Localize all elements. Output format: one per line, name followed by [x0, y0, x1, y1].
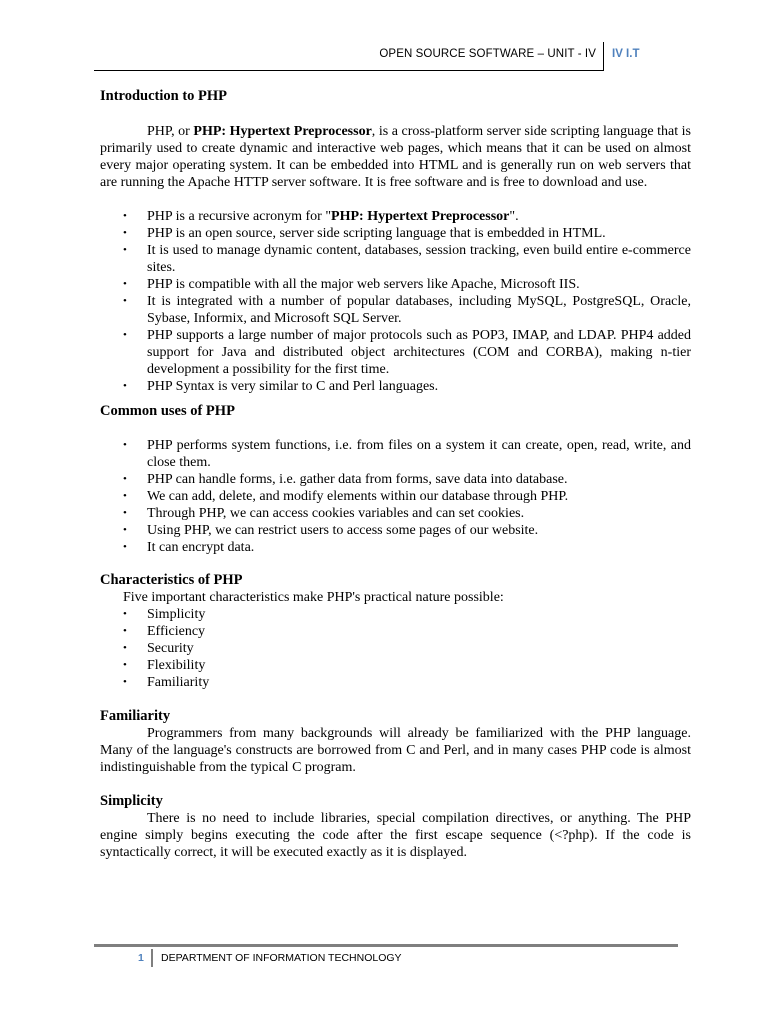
list-item-text: Simplicity: [147, 607, 206, 622]
bullet-icon: •: [123, 278, 127, 290]
document-body: [100, 88, 691, 861]
bullet-icon: •: [123, 625, 127, 637]
bullet-icon: •: [123, 329, 127, 341]
page-number: 1: [138, 952, 144, 964]
list-item: [100, 242, 691, 276]
list-item-text: Efficiency: [147, 624, 206, 639]
list-item: [100, 623, 691, 640]
list-item-text: PHP can handle forms, i.e. gather data from forms, save data into database.: [147, 472, 568, 487]
uses-heading: Common uses of PHP: [100, 403, 235, 419]
list-item: [100, 505, 691, 522]
list-item-text: Using PHP, we can restrict users to access some pages of our website.: [147, 523, 539, 538]
list-item: [100, 488, 691, 505]
list-item-text: Flexibility: [147, 658, 206, 673]
familiarity-paragraph: Programmers from many backgrounds will already be familiarized with the PHP language. Many of the language's constructs are borrowed from C and Perl, and in many cases PHP code is almost indistinguishable from the typical C program.: [100, 726, 691, 775]
header-title: OPEN SOURCE SOFTWARE – UNIT - IV: [379, 48, 596, 60]
header-divider: [603, 42, 604, 70]
intro-paragraph-text-a: PHP, or: [147, 124, 194, 139]
list-item: [100, 539, 691, 556]
list-item-text: We can add, delete, and modify elements within our database through PHP.: [147, 489, 569, 504]
familiarity-heading: Familiarity: [100, 708, 171, 724]
intro-paragraph-text-b: , is a cross-platform server side scripting language that is primarily used to create dynamic and interactive web pages, which means that it can be used on almost every major operating system. It can be embedded into HTML and is generally run on web servers that are running the Apache HTTP server software. It is free software and is free to download and use.: [100, 124, 691, 190]
bullet-icon: •: [123, 659, 127, 671]
intro-bullet-list: [100, 208, 691, 395]
bullet-icon: •: [123, 608, 127, 620]
bullet-icon: •: [123, 439, 127, 451]
bullet-icon: •: [123, 490, 127, 502]
bullet-icon: •: [123, 210, 127, 222]
list-item-bold: PHP: Hypertext Preprocessor: [331, 209, 510, 224]
list-item: [100, 437, 691, 471]
list-item: [100, 471, 691, 488]
bullet-icon: •: [123, 380, 127, 392]
list-item: [100, 606, 691, 623]
list-item-text: PHP is compatible with all the major web servers like Apache, Microsoft IIS.: [147, 277, 580, 292]
list-item-text: It is integrated with a number of popular databases, including MySQL, PostgreSQL, Oracle, Sybase, Informix, and Microsoft SQL Server.: [147, 294, 691, 326]
list-item-text: PHP Syntax is very similar to C and Perl languages.: [147, 379, 439, 394]
characteristics-heading: Characteristics of PHP: [100, 572, 243, 588]
list-item-text: Security: [147, 641, 194, 656]
bullet-icon: •: [123, 676, 127, 688]
list-item-text: PHP performs system functions, i.e. from files on a system it can create, open, read, write, and close them.: [147, 438, 691, 470]
simplicity-paragraph: There is no need to include libraries, special compilation directives, or anything. The PHP engine simply begins executing the code after the first escape sequence (<?php). If the code is syntactically correct, it will be executed exactly as it is displayed.: [100, 811, 691, 860]
list-item: [100, 674, 691, 691]
bullet-icon: •: [123, 244, 127, 256]
list-item: [100, 276, 691, 293]
list-item-text-b: ".: [509, 209, 519, 224]
list-item: [100, 293, 691, 327]
footer-department: DEPARTMENT OF INFORMATION TECHNOLOGY: [161, 952, 402, 964]
bullet-icon: •: [123, 642, 127, 654]
intro-paragraph: [100, 123, 691, 191]
footer-rule: [94, 944, 678, 947]
footer-divider: [151, 949, 153, 967]
intro-paragraph-bold: PHP: Hypertext Preprocessor: [193, 124, 372, 139]
list-item-text: PHP is an open source, server side scripting language that is embedded in HTML.: [147, 226, 606, 241]
header-rule: [94, 70, 604, 71]
characteristics-lead: Five important characteristics make PHP's practical nature possible:: [123, 590, 504, 605]
list-item-text: It can encrypt data.: [147, 540, 255, 555]
list-item: [100, 225, 691, 242]
list-item: [100, 378, 691, 395]
simplicity-heading: Simplicity: [100, 793, 163, 809]
bullet-icon: •: [123, 473, 127, 485]
page-footer: [94, 944, 678, 968]
list-item-text-a: PHP is a recursive acronym for ": [147, 209, 332, 224]
list-item: [100, 657, 691, 674]
list-item-text: PHP supports a large number of major protocols such as POP3, IMAP, and LDAP. PHP4 added support for Java and distributed object architectures (COM and CORBA), making n-tier development a possibility for the first time.: [147, 328, 691, 377]
bullet-icon: •: [123, 227, 127, 239]
uses-bullet-list: [100, 437, 691, 556]
bullet-icon: •: [123, 507, 127, 519]
bullet-icon: •: [123, 524, 127, 536]
list-item: [100, 640, 691, 657]
list-item-text: Familiarity: [147, 675, 210, 690]
bullet-icon: •: [123, 541, 127, 553]
list-item-text: It is used to manage dynamic content, databases, session tracking, even build entire e-commerce sites.: [147, 243, 691, 275]
intro-heading: Introduction to PHP: [100, 88, 228, 104]
header-class-tag: IV I.T: [612, 48, 640, 60]
characteristics-bullet-list: [100, 606, 691, 691]
list-item: [100, 208, 691, 225]
list-item: [100, 522, 691, 539]
bullet-icon: •: [123, 295, 127, 307]
list-item-text: Through PHP, we can access cookies variables and can set cookies.: [147, 506, 525, 521]
page-header: [94, 42, 676, 72]
list-item: [100, 327, 691, 378]
